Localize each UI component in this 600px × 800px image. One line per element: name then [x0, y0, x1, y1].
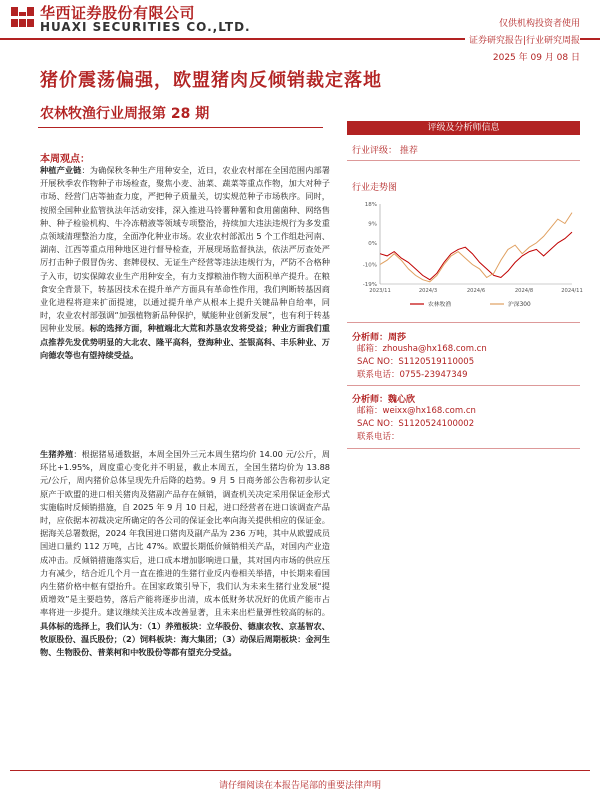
analyst-2-info	[357, 405, 476, 444]
planting-paragraph	[40, 164, 330, 362]
analyst-1-name: 周莎	[388, 333, 407, 343]
subtitle-divider	[38, 127, 323, 128]
analyst-2-role: 分析师：	[352, 395, 389, 405]
analyst-2-sac: S1120524100002	[398, 419, 475, 429]
analyst-1-sac: S1120519110005	[398, 357, 475, 367]
planting-label: 种植产业链	[40, 165, 82, 175]
analyst-1-info	[357, 343, 487, 382]
analyst-2-email-label: 邮箱：	[357, 406, 383, 416]
footer-divider	[10, 770, 590, 771]
planting-picks: 标的选择方面，种植端北大荒和苏垦农发将受益；种业方面我们重点推荐先发优势明显的大北农、隆平高科，登海种业、荃银高科、丰乐种业、万向德农等也有望持续受益。	[40, 323, 330, 360]
hog-text: ：根据猪易通数据，本周全国外三元本周生猪均价 14.00 元/公斤，周环比+1.95%，周度重心变化并不明显，截止本周五，全国生猪均价为 13.88 元/公斤，周内猪价总体呈现先升后降的趋势。9 月 5 日商务部公告称初步认定原产于欧盟的进口相关猪肉及猪副产品存在倾销，调查机关决定采用保证金形式实施临时反倾销措施，自 2025 年 9 月 10 日起，进口经营者在进口该调查产品时，应依据本初裁决定所确定的各公司的保证金比率向海关提供相应的保证金。据海关总署数据，2024 年我国进口猪肉及副产品为 236 万吨，其中从欧盟成员国进口量约 112 万吨，占比 47%。欧盟长期低价倾销相关产品，对国内产业造成冲击。反倾销措施落实后，进口成本增加影响进口量，其对国内市场的供应压力有减少，结合近几个月一直在推进的生猪行业反内卷相关举措，中长期来看国内生猪价格中枢有望抬升。在国家政策引导下，我们认为未来生猪行业发展“提质增效”是主要趋势，落后产能将逐步出清，成本低财务状况好的优质产能市占率将进一步提升。建议继续关注成本改善显著，且未来出栏量弹性较高的标的。	[40, 449, 330, 618]
analyst-2-phone-label: 联系电话：	[357, 432, 400, 442]
report-title: 猪价震荡偏强，欧盟猪肉反倾销裁定落地	[40, 70, 382, 91]
analyst-1	[352, 330, 406, 343]
rating-divider	[347, 160, 580, 161]
legal-notice: 请仔细阅读在本报告尾部的重要法律声明	[218, 781, 381, 791]
report-subtitle: 农林牧渔行业周报第 28 期	[40, 106, 210, 122]
chart-series-line-1	[380, 232, 572, 280]
planting-text: ：为确保秋冬种生产用种安全，近日，农业农村部在全国范围内部署开展秋季农作物种子市场检查，聚焦小麦、油菜、蔬菜等重点作物，加大对种子市场、经营门店等抽查力度，严把种子质量关，切实规范种子市场秩序。同时，按照全国种业监管执法年活动安排，深入推进马铃薯种薯和食用菌菌种、网络售种、种子检验机构、牛冷冻精液等领域专项整治，持续加大违法违规行为多发重点领域清理整治力度，全面净化种业市场。农业农村部派出 5 个工作组赴河南、湖南、江西等重点用种地区进行督导检查，开展现场监督执法，依法严厉查处严厉打击种子假冒伪劣、套牌侵权、无证生产经营等违法违规行为，严防不合格种子入市，切实保障农业生产用种安全，有力支撑粮油作物大面积单产提升。在粮食安全背景下，转基因技术在提升单产方面具有革命性作用，我们判断转基因商业化进程将迎来扩面提速，以通过提升单产从根本上提升关键品种自给率，同时，农业农村部强调“加强植物新品种保护，赋能种业创新发展”，也有利于转基因种业发展。	[40, 165, 330, 334]
chart-y-tick-label: 9%	[368, 221, 377, 228]
analyst-1-email-label: 邮箱：	[357, 344, 383, 354]
analyst-1-sac-label: SAC NO：	[357, 357, 399, 367]
hog-picks: 具体标的选择上，我们认为：（1）养殖板块：立华股份、德康农牧、京基智农、牧原股份、温氏股份；（2）饲料板块：海大集团；（3）动保后周期板块：金河生物、生物股份、普莱柯和中牧股份等都有望充分受益。	[40, 620, 330, 658]
analyst-2	[352, 392, 415, 405]
chart-x-tick-label: 2024/3	[418, 288, 438, 294]
trend-chart-title: 行业走势图	[352, 183, 398, 193]
chart-x-tick-label: 2024/11	[561, 288, 583, 294]
report-category: 证券研究报告|行业研究周报	[465, 33, 580, 46]
analyst-divider-1	[347, 322, 580, 323]
trend-chart	[350, 198, 583, 316]
chart-legend-label: 农林牧渔	[428, 302, 452, 308]
chart-series-line-2	[380, 213, 572, 282]
analyst-1-phone: 0755-23947349	[399, 370, 468, 380]
report-date: 2025 年 09 月 08 日	[492, 53, 580, 63]
chart-y-tick-label: 0%	[368, 240, 377, 247]
rating-box-header: 评级及分析师信息	[347, 121, 580, 135]
company-name-en: HUAXI SECURITIES CO.,LTD.	[40, 20, 251, 34]
rating-value: 推荐	[399, 146, 418, 156]
analyst-2-email[interactable]: weixx@hx168.com.cn	[382, 406, 476, 416]
chart-legend-label: 沪深300	[508, 302, 531, 308]
chart-x-tick-label: 2023/11	[369, 288, 391, 294]
industry-rating	[352, 143, 418, 156]
views-heading: 本周观点：	[40, 154, 90, 165]
huaxi-logo-icon	[10, 4, 36, 30]
chart-y-tick-label: -19%	[362, 282, 377, 288]
hog-label: 生猪养殖	[40, 449, 74, 459]
analyst-divider-2	[347, 385, 580, 386]
analyst-2-name: 魏心欣	[388, 395, 416, 405]
chart-x-tick-label: 2024/6	[466, 288, 486, 294]
analyst-divider-3	[347, 448, 580, 449]
hog-paragraph	[40, 448, 330, 659]
analyst-2-sac-label: SAC NO：	[357, 419, 399, 429]
chart-y-tick-label: 18%	[364, 202, 377, 208]
audience-note: 仅供机构投资者使用	[498, 19, 580, 29]
rating-label: 行业评级：	[352, 146, 398, 156]
chart-y-tick-label: -10%	[362, 262, 377, 269]
analyst-1-email[interactable]: zhousha@hx168.com.cn	[382, 344, 487, 354]
chart-x-tick-label: 2024/8	[514, 288, 534, 294]
analyst-1-phone-label: 联系电话：	[357, 370, 400, 380]
analyst-1-role: 分析师：	[352, 333, 389, 343]
company-name-cn: 华西证券股份有限公司	[40, 4, 196, 22]
